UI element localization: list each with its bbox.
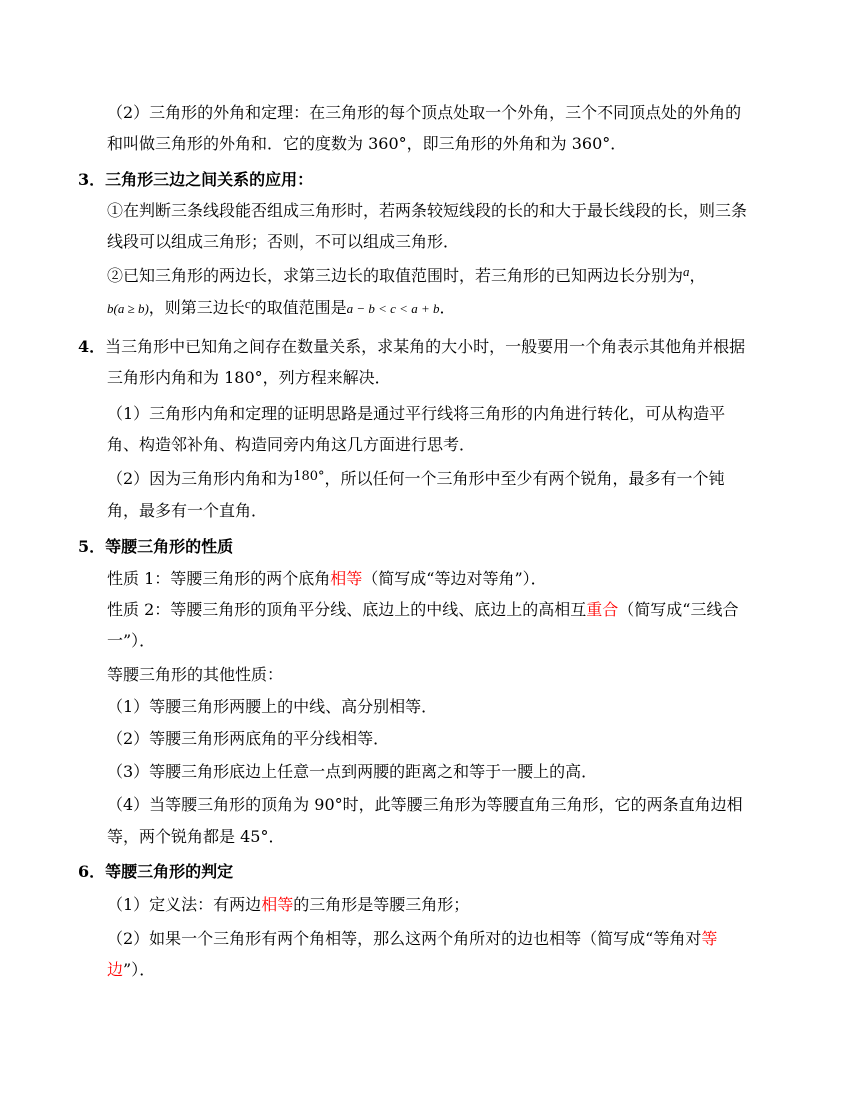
comma: ，: [689, 266, 706, 285]
section-5-heading: [78, 536, 233, 558]
other-properties-heading: 等腰三角形的其他性质：: [107, 665, 284, 684]
section-3-point-2-text: ②已知三角形的两边长，求第三边长的取值范围时，若三角形的已知两边长分别为: [107, 266, 684, 285]
exterior-angle-theorem-line-1: （2）三角形的外角和定理：在三角形的每个顶点处取一个外角，三个不同顶点处的外角的: [107, 103, 742, 122]
section-4-heading: [78, 336, 745, 358]
section-4-item-2-text-b: ，所以任何一个三角形中至少有两个锐角，最多有一个钝: [324, 469, 725, 488]
section-3-point-2-line-1: [107, 265, 706, 288]
other-property-3: （3）等腰三角形底边上任意一点到两腰的距离之和等于一腰上的高．: [107, 762, 598, 781]
property-1: [107, 568, 547, 590]
property-2-highlight: 重合: [586, 600, 619, 619]
other-property-4-line-1: （4）当等腰三角形的顶角为 90°时，此等腰三角形为等腰直角三角形，它的两条直角边相: [107, 795, 743, 814]
section-4-item-2-text-a: （2）因为三角形内角和为: [107, 469, 294, 488]
section-4-item-2-line-2: 角，最多有一个直角．: [107, 501, 268, 520]
section-4-number: 4．: [78, 337, 106, 356]
other-property-2: （2）等腰三角形两底角的平分线相等．: [107, 729, 390, 748]
period: ．: [439, 298, 456, 317]
section-6-heading: [78, 861, 233, 883]
section-3-point-1-line-2: 线段可以组成三角形；否则，不可以组成三角形．: [107, 232, 460, 251]
section-3-point-1-line-1: ①在判断三条线段能否组成三角形时，若两条较短线段的长的和大于最长线段的长，则三条: [107, 201, 748, 220]
section-3-point-2-text-3: 的取值范围是: [250, 298, 347, 317]
section-5-title: 等腰三角形的性质: [105, 537, 234, 556]
property-2-text: 性质 2：等腰三角形的顶角平分线、底边上的中线、底边上的高相互: [107, 600, 587, 619]
section-3-heading: [78, 169, 313, 191]
criterion-1-text: （1）定义法：有两边: [107, 895, 262, 914]
criterion-2-highlight-2: 边: [107, 960, 124, 979]
exterior-angle-theorem-line-2: 和叫做三角形的外角和．它的度数为 360°，即三角形的外角和为 360°．: [107, 134, 627, 153]
math-range: a − b < c < a + b: [346, 301, 440, 316]
property-2-line-1: [107, 599, 738, 621]
property-1-highlight: 相等: [330, 569, 363, 588]
section-4-item-1-line-1: （1）三角形内角和定理的证明思路是通过平行线将三角形的内角进行转化，可从构造平: [107, 404, 726, 423]
section-5-number: 5．: [78, 537, 106, 556]
math-b-condition: b(a ≥ b): [107, 301, 149, 316]
section-4-text-line-2: 三角形内角和为 180°，列方程来解决．: [107, 368, 391, 387]
section-4-text-line-1: 当三角形中已知角之间存在数量关系，求某角的大小时，一般要用一个角表示其他角并根据: [105, 337, 746, 356]
criterion-2-highlight: 等: [701, 929, 718, 948]
other-property-4-line-2: 等，两个锐角都是 45°．: [107, 827, 285, 846]
property-2-line-2: 一”）．: [107, 631, 156, 650]
property-2-note: （简写成“三线合: [618, 600, 739, 619]
section-3-number: 3．: [78, 170, 106, 189]
other-property-1: （1）等腰三角形两腰上的中线、高分别相等．: [107, 697, 438, 716]
math-var-c: c: [244, 296, 251, 311]
criterion-2-line-1: [107, 928, 717, 950]
property-1-text: 性质 1：等腰三角形的两个底角: [107, 569, 331, 588]
criterion-2-end: ”）．: [123, 960, 156, 979]
section-3-point-2-text-2: ，则第三边长: [148, 298, 245, 317]
criterion-1: [107, 894, 469, 916]
property-1-note: （简写成“等边对等角”）．: [362, 569, 547, 588]
section-6-number: 6．: [78, 862, 106, 881]
section-4-item-2-line-1: [107, 468, 725, 492]
section-3-title: 三角形三边之间关系的应用：: [105, 170, 314, 189]
math-var-a: a: [683, 264, 690, 279]
section-6-title: 等腰三角形的判定: [105, 862, 234, 881]
section-4-item-1-line-2: 角、构造邻补角、构造同旁内角这几方面进行思考．: [107, 435, 476, 454]
criterion-2-line-2: [107, 959, 155, 981]
criterion-1-highlight: 相等: [261, 895, 294, 914]
math-180-degrees: 180°: [293, 469, 325, 484]
criterion-1-text-b: 的三角形是等腰三角形；: [293, 895, 470, 914]
criterion-2-text: （2）如果一个三角形有两个角相等，那么这两个角所对的边也相等（简写成“等角对: [107, 929, 702, 948]
section-3-point-2-line-2: [107, 297, 456, 320]
